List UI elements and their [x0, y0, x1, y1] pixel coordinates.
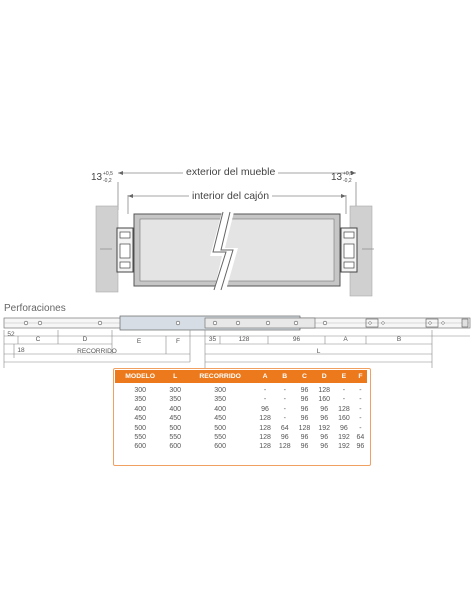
table-cell: 500 — [214, 424, 226, 432]
table-cell: 96 — [320, 434, 329, 442]
table-row — [115, 405, 367, 414]
dim-128: 128 — [238, 336, 250, 343]
table-cell: 96 — [280, 434, 289, 442]
table-row — [115, 395, 367, 404]
table-cell: 96 — [300, 405, 309, 413]
column-header: C — [295, 370, 315, 383]
interior-label: interior del cajón — [189, 190, 272, 202]
table-row — [115, 442, 367, 451]
dim-recorrido: RECORRIDO — [77, 348, 117, 355]
column-header: MODELO — [115, 370, 165, 383]
table-cell: - — [359, 415, 362, 423]
table-cell: 300 — [134, 387, 147, 394]
table-cell: 64 — [356, 434, 365, 442]
dim-a: A — [343, 336, 348, 343]
table-cell: 500 — [169, 424, 182, 432]
table-cell: 96 — [300, 443, 309, 451]
table-cell: 400 — [214, 405, 226, 413]
table-cell: 400 — [134, 405, 147, 413]
column-header: B — [275, 370, 295, 383]
table-cell: 128 — [278, 443, 291, 451]
table-cell: - — [263, 396, 267, 404]
dim-f: F — [176, 338, 180, 345]
table-cell: 400 — [169, 405, 182, 413]
table-cell: - — [283, 415, 286, 423]
column-header: L — [165, 370, 185, 383]
table-cell: 350 — [169, 396, 182, 404]
model-spec-table — [115, 370, 367, 452]
table-cell: 500 — [134, 424, 147, 432]
table-row — [115, 433, 367, 442]
perforaciones-title: Perforaciones — [4, 303, 66, 314]
table-cell: 300 — [169, 387, 182, 394]
table-cell: 64 — [280, 424, 289, 432]
table-cell: 96 — [300, 434, 309, 442]
table-cell: 300 — [214, 387, 226, 394]
table-cell: 160 — [338, 415, 350, 423]
table-cell: - — [359, 424, 362, 432]
column-header: D — [314, 370, 334, 383]
table-cell: 550 — [169, 434, 182, 442]
dim-35: 35 — [208, 336, 217, 343]
table-header-row — [115, 370, 367, 383]
cabinet-section-diagram — [0, 0, 474, 300]
table-cell: 450 — [134, 415, 147, 423]
dim-96: 96 — [292, 336, 301, 343]
table-cell: - — [283, 387, 286, 394]
table-cell: 192 — [318, 424, 331, 432]
table-cell: 128 — [338, 405, 350, 413]
table-cell: 450 — [214, 415, 226, 423]
table-cell: 96 — [320, 415, 329, 423]
table-row — [115, 414, 367, 423]
table-cell: 450 — [169, 415, 182, 423]
table-cell: 550 — [214, 434, 226, 442]
column-header: A — [255, 370, 275, 383]
column-header: E — [334, 370, 354, 383]
table-cell: 128 — [259, 443, 271, 451]
table-row — [115, 383, 367, 395]
column-header: RECORRIDO — [185, 370, 255, 383]
dim-b: B — [396, 336, 402, 343]
table-cell: 350 — [134, 396, 147, 404]
exterior-label: exterior del mueble — [183, 166, 278, 178]
table-cell: 96 — [320, 443, 329, 451]
table-cell: 600 — [214, 443, 226, 451]
table-cell: 128 — [259, 424, 271, 432]
table-cell: 600 — [134, 443, 147, 451]
dim-18: 18 — [17, 347, 25, 354]
table-cell: - — [359, 396, 362, 404]
table-cell: 160 — [318, 396, 331, 404]
table-cell: - — [342, 387, 346, 394]
dim-e: E — [136, 338, 142, 345]
column-header: F — [354, 370, 367, 383]
table-cell: 128 — [259, 415, 271, 423]
table-cell: 128 — [318, 387, 331, 394]
table-row — [115, 424, 367, 433]
table-cell: 128 — [259, 434, 271, 442]
table-cell: 350 — [214, 396, 226, 404]
table-cell: 600 — [169, 443, 182, 451]
dim-c: C — [35, 336, 41, 343]
table-cell: - — [342, 396, 346, 404]
table-cell: 96 — [320, 405, 329, 413]
table-cell: - — [283, 405, 286, 413]
table-cell: 96 — [356, 443, 365, 451]
table-cell: 96 — [300, 415, 309, 423]
dim-d: D — [82, 336, 88, 343]
table-cell: - — [263, 387, 267, 394]
table-cell: 192 — [338, 434, 350, 442]
table-cell: 96 — [300, 387, 309, 394]
dim-l: L — [316, 348, 321, 355]
table-cell: 550 — [134, 434, 147, 442]
table-cell: - — [359, 405, 362, 413]
table-cell: 128 — [298, 424, 311, 432]
table-cell: - — [283, 396, 286, 404]
table-cell: 96 — [261, 405, 269, 413]
table-cell: 192 — [338, 443, 350, 451]
dim-52: 52 — [7, 331, 15, 338]
table-cell: - — [359, 387, 362, 394]
table-cell: 96 — [300, 396, 309, 404]
table-cell: 96 — [340, 424, 348, 432]
